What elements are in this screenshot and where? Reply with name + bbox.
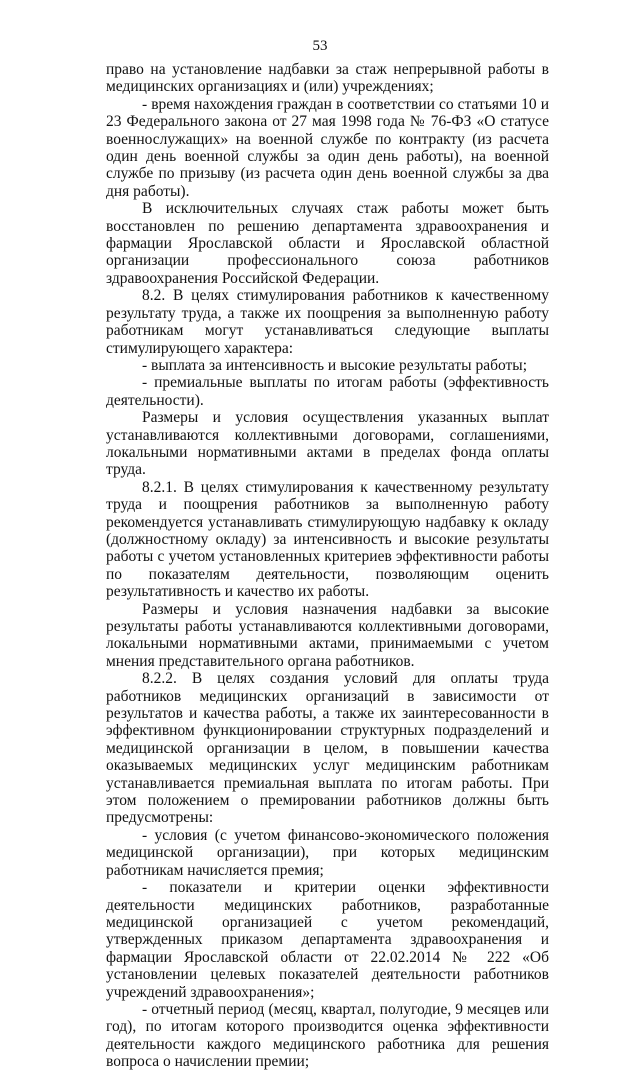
list-item-conditions: - условия (с учетом финансово-экономического положения медицинской организации), при которых медицинским работникам начисляется премия; [106,826,549,879]
page-number: 53 [312,38,328,54]
paragraph-8-2-2: 8.2.2. В целях создания условий для оплаты труда работников медицинских организаций в зависимости от результатов и качества работы, а также их заинтересованности в эффективном функционировании структурных подразделений и медицинской организации в целом, в повышении качества оказываемых медицинских услуг медицинским работникам устанавливается премиальная выплата по итогам работы. При этом положением о премировании работников должны быть предусмотрены: [106,670,549,827]
paragraph-continuation: право на установление надбавки за стаж непрерывной работы в медицинских организациях и (или) учреждениях; [106,61,549,96]
document-body [106,61,549,1071]
list-item-reporting-period: - отчетный период (месяц, квартал, полугодие, 9 месяцев или год), по итогам которого производится оценка эффективности деятельности каждого медицинского работника для решения вопроса о начислении премии; [106,1000,549,1071]
paragraph-8-2: 8.2. В целях стимулирования работников к качественному результату труда, а также их поощрения за выполненную работу работникам могут устанавливаться следующие выплаты стимулирующего характера: [106,287,549,357]
paragraph-exceptional-cases: В исключительных случаях стаж работы может быть восстановлен по решению департамента здравоохранения и фармации Ярославской области и Ярославской областной организации профессионального союза работников здравоохранения Российской Федерации. [106,200,549,287]
paragraph-payment-conditions: Размеры и условия осуществления указанных выплат устанавливаются коллективными договорами, соглашениями, локальными нормативными актами в пределах фонда оплаты труда. [106,409,549,479]
paragraph-military-service: - время нахождения граждан в соответствии со статьями 10 и 23 Федерального закона от 27 мая 1998 года № 76-ФЗ «О статусе военнослужащих» на военной службе по контракту (из расчета один день военной службы за один день работы), на военной службе по призыву (из расчета один день военной службы за два дня работы). [106,95,549,200]
paragraph-8-2-1: 8.2.1. В целях стимулирования к качественному результату труда и поощрения работников за выполненную работу рекомендуется устанавливать стимулирующую надбавку к окладу (должностному окладу) за интенсивность и высокие результаты работы с учетом установленных критериев эффективности работы по показателям деятельности, позволяющим оценить результативность и качество их работы. [106,478,549,601]
list-item-indicators: - показатели и критерии оценки эффективности деятельности медицинских работников, разработанные медицинской организацией с учетом рекомендаций, утвержденных приказом департамента здравоохранения и фармации Ярославской области от 22.02.2014 № 222 «Об установлении целевых показателей деятельности работников учреждений здравоохранения»; [106,879,549,1001]
list-item-intensity-payment: - выплата за интенсивность и высокие результаты работы; [142,356,528,374]
paragraph-allowance-conditions: Размеры и условия назначения надбавки за высокие результаты работы устанавливаются коллективными договорами, локальными нормативными актами, принимаемыми с учетом мнения представительного органа работников. [106,600,549,670]
list-item-bonus-payment: - премиальные выплаты по итогам работы (эффективность деятельности). [106,374,549,409]
